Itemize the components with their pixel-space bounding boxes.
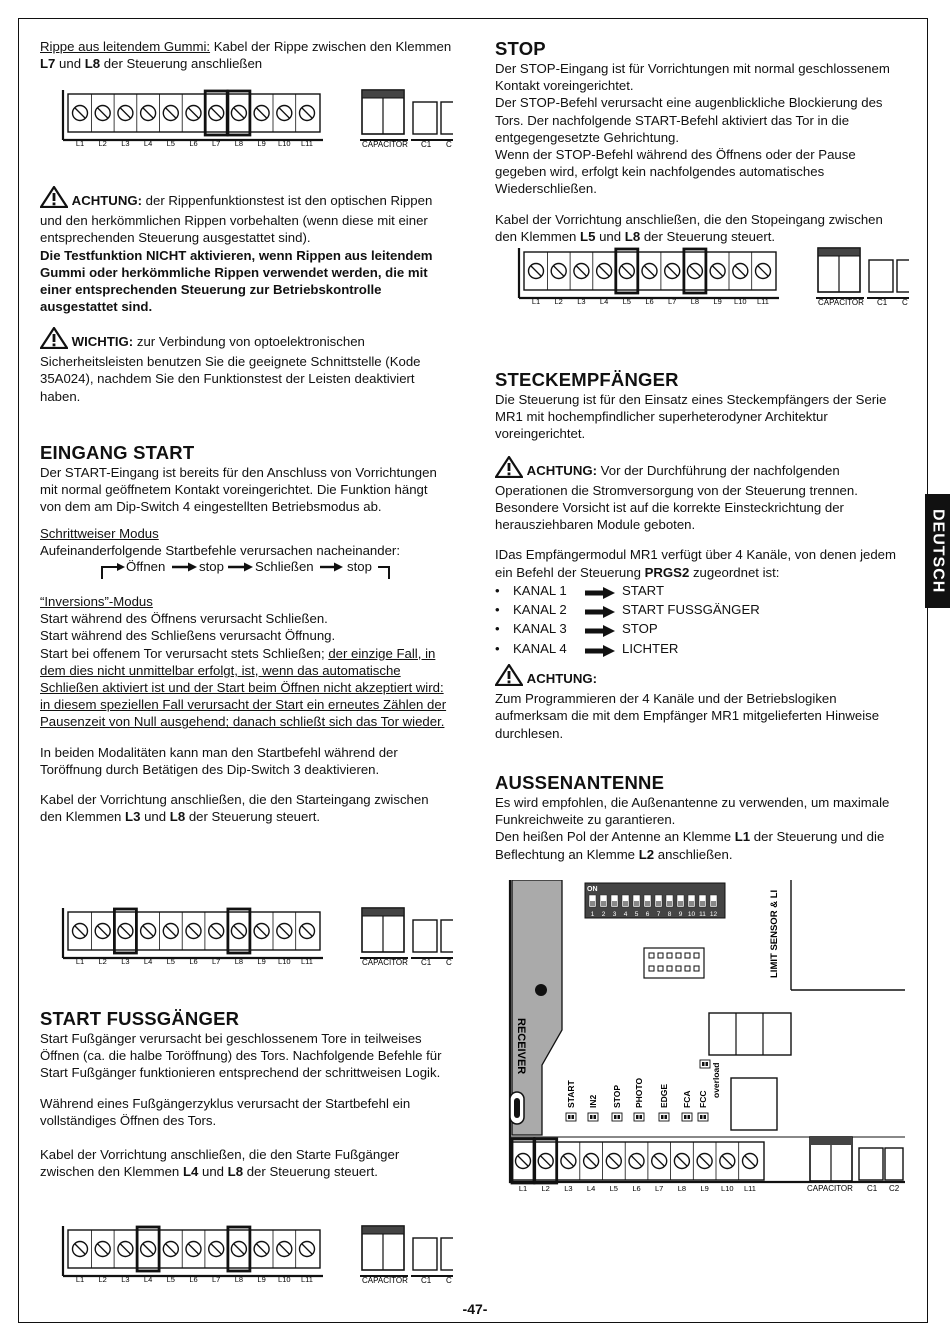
led-fca	[682, 1091, 692, 1121]
terminal-label: L6	[645, 297, 654, 306]
capacitor-block	[360, 90, 453, 149]
terminal-label: L7	[212, 1275, 221, 1284]
terminal-label: L5	[166, 139, 175, 148]
terminal-label: L6	[189, 139, 198, 148]
terminal-label: L11	[301, 139, 313, 148]
pin-header	[644, 948, 704, 978]
channel-list	[495, 581, 907, 658]
channel-item: • KANAL 3 STOP	[495, 619, 907, 638]
led-photo	[634, 1078, 644, 1121]
eingang-start-section: EINGANG START Der START-Eingang ist bereits für den Anschluss von Vorrichtungen mit normal geöffnetem Kontakt voreingerichtet. Die Funktion hängt von dem am Dip-Switch 4 eingestellten Betriebsmodus ab. Schrittweiser Modus Aufeinanderfolgende Startbefehle verursachen nacheinander: Öffnen stop Schließen stop “Inversions”-Modus Start während des Öffnens verursacht Schließen. Start während des Schließens verursacht Öffnung. Start bei offenem Tor verursacht stets Schließen; der einzige Fall, in dem dies nicht unmittelbar erfolgt, ist, wenn das automatische Schließen aktiviert ist und der Start beim Öffnen nicht akzeptiert wird: in diesem speziellen Fall verursacht der Start ein erneutes Zählen der Pausenzeit von Null ausgehend; danach schließt sich das Tor wieder. In beiden Modalitäten kann man den Startbefehl während der Toröffnung durch Betätigen des Dip-Switch 3 deaktivieren. Kabel der Vorrichtung anschließen, die den Starteingang zwischen den Klemmen L3 und L8 der Steuerung steuert.	[40, 442, 452, 825]
overload-label: overload	[711, 1062, 721, 1098]
terminal-label: L2	[98, 957, 107, 966]
led-label: START	[566, 1080, 576, 1108]
terminal-block-stop	[514, 246, 909, 308]
c-label: C	[446, 1276, 452, 1285]
dip-number: 12	[709, 911, 718, 918]
terminal-label: L2	[554, 297, 563, 306]
c-label: C	[446, 140, 452, 149]
terminal-label: L9	[700, 1184, 709, 1193]
terminal-label: L5	[166, 957, 175, 966]
terminal-label: L1	[75, 1275, 85, 1284]
warning-icon	[495, 664, 523, 690]
terminal-label: L1	[531, 297, 541, 306]
terminal-label: L1	[75, 957, 85, 966]
led-start	[566, 1079, 576, 1121]
terminal-label: L6	[632, 1184, 641, 1193]
channel-item: • KANAL 2 START FUSSGÄNGER	[495, 600, 907, 619]
capacitor-label: CAPACITOR	[362, 140, 408, 149]
receiver-module	[510, 880, 562, 1135]
c1-label: C1	[421, 140, 432, 149]
terminal-label: L7	[212, 139, 221, 148]
channel-item: • KANAL 4 LICHTER	[495, 639, 907, 658]
c1-label: C1	[877, 298, 888, 307]
page-number: -47-	[462, 1301, 488, 1317]
steckempfaenger-section: STECKEMPFÄNGER Die Steuerung ist für den Einsatz eines Steckempfängers der Serie MR1 mit hochempfindlicher superheterodyner Architektur voreingerichtet. ACHTUNG: Vor der Durchführung der nachfolgenden Operationen die Stromversorgung von der Steuerung trennen. Besondere Vorsicht ist auf die korrekte Einsteckrichtung der herausziehbaren Module geboten. IDas Empfängermodul MR1 verfügt über 4 Kanäle, von denen jedem ein Befehl der Steuerung PRGS2 zugeordnet ist: • KANAL 1 START • KANAL 2 START FUSSGÄNGER • KANAL 3 STOP • KANAL 4 LICHTER ACHTUNG: Zum Programmieren der 4 Kanäle und der Betriebslogiken aufmerksam die mit dem Empfänger MR1 mitgelieferten Hinweise durchlesen.	[495, 369, 907, 742]
terminal-label: L6	[189, 957, 198, 966]
terminal-label: L10	[278, 957, 291, 966]
dip-number: 7	[656, 911, 661, 918]
c1-label: C1	[421, 958, 432, 967]
language-tab: DEUTSCH	[925, 494, 950, 608]
dip-switch	[585, 883, 725, 918]
dip-number: 6	[645, 911, 650, 918]
c-label: C	[902, 298, 908, 307]
terminal-screw	[73, 1242, 88, 1285]
stop-section: STOP Der STOP-Eingang ist für Vorrichtungen mit normal geschlossenem Kontakt voreingerichtet. Der STOP-Befehl verursacht eine augenblickliche Blockierung des Tors. Der nachfolgende START-Befehl aktiviert das Tor in die entgegengesetzte Gehrichtung. Wenn der STOP-Befehl während des Öffnens oder der Pause gegeben wird, erfolgt kein nachfolgendes automatisches Wiederschließen. Kabel der Vorrichtung anschließen, die den Stopeingang zwischen den Klemmen L5 und L8 der Steuerung steuert.	[495, 38, 907, 245]
wichtig-notice: WICHTIG: zur Verbindung von optoelektronischen Sicherheitsleisten benutzen Sie die geeignete Schnittstelle (Kode 35A024), nachdem Sie den Funktionstest der Leisten deaktiviert haben.	[40, 327, 452, 405]
terminal-label: L11	[301, 1275, 313, 1284]
terminal-label: L7	[668, 297, 677, 306]
capacitor-label: CAPACITOR	[807, 1184, 853, 1193]
dip-number: 4	[623, 911, 628, 918]
limit-sensor-label: LIMIT SENSOR & LI	[769, 889, 780, 978]
capacitor-label: CAPACITOR	[362, 958, 408, 967]
terminal-label: L11	[757, 297, 769, 306]
terminal-label: L11	[301, 957, 313, 966]
warning-icon	[40, 327, 68, 353]
dip-number: 1	[590, 911, 595, 918]
terminal-label: L8	[690, 297, 700, 306]
dip-number: 9	[678, 911, 683, 918]
terminal-label: L2	[98, 139, 107, 148]
led-label: FCA	[682, 1090, 692, 1108]
dip-on-label: ON	[587, 886, 598, 893]
c-label: C	[446, 958, 452, 967]
terminal-label: L10	[278, 1275, 291, 1284]
dip-number: 5	[634, 911, 639, 918]
terminal-label: L7	[212, 957, 221, 966]
start-sequence-flow: Öffnen stop Schließen stop	[100, 559, 452, 579]
terminal-label: L8	[677, 1184, 687, 1193]
capacitor-block	[816, 248, 909, 307]
control-board-diagram	[507, 880, 905, 1195]
dip-number: 2	[601, 911, 606, 918]
capacitor-label: CAPACITOR	[362, 1276, 408, 1285]
c1-label: C1	[867, 1184, 878, 1193]
terminal-label: L5	[166, 1275, 175, 1284]
c2-label: C2	[889, 1184, 900, 1193]
receiver-label: RECEIVER	[515, 1018, 527, 1075]
terminal-label: L4	[143, 139, 153, 148]
start-fussgaenger-section: START FUSSGÄNGER Start Fußgänger verursacht bei geschlossenem Tore in teilweises Öffnen (ca. die halbe Toröffnung) des Tors. Nachfolgende Befehle für Start Fußgänger funktionieren entsprechend der schrittweisen Logik. Während eines Fußgängerzyklus verursacht der Startbefehl ein vollständiges Öffnen des Tors. Kabel der Vorrichtung anschließen, die den Starte Fußgänger zwischen den Klemmen L4 und L8 der Steuerung steuert.	[40, 1008, 452, 1180]
section-title: START FUSSGÄNGER	[40, 1008, 240, 1029]
terminal-label: L3	[121, 139, 130, 148]
led-label: IN2	[588, 1094, 598, 1108]
terminal-label: L7	[655, 1184, 664, 1193]
led-in2	[588, 1095, 598, 1122]
terminal-label: L2	[541, 1184, 550, 1193]
terminal-label: L1	[518, 1184, 528, 1193]
achtung-rippen-notice: ACHTUNG: der Rippenfunktionstest ist den optischen Rippen und den herkömmlichen Rippen vorbehalten (wenn diese mit einer entsprechenden Steuerung ausgestattet sind). Die Testfunktion NICHT aktivieren, wenn Rippen aus leitendem Gummi oder herkömmliche Rippen verwendet werden, die mit einer entsprechenden Steuerung zur Betriebskontrolle ausgestattet sind.	[40, 186, 452, 315]
terminal-label: L10	[278, 139, 291, 148]
terminal-screw	[529, 264, 544, 307]
terminal-block-start	[58, 906, 453, 968]
terminal-label: L3	[564, 1184, 573, 1193]
terminal-label: L4	[143, 1275, 153, 1284]
terminal-label: L4	[143, 957, 153, 966]
terminal-label: L9	[257, 139, 266, 148]
channel-item: • KANAL 1 START	[495, 581, 907, 600]
terminal-label: L9	[257, 1275, 266, 1284]
terminal-label: L4	[599, 297, 609, 306]
warning-icon	[495, 456, 523, 482]
led-fcc	[698, 1091, 708, 1121]
terminal-label: L3	[121, 957, 130, 966]
arrow-right-icon	[585, 643, 615, 662]
capacitor-block	[360, 1226, 453, 1285]
board-terminal-strip	[512, 1139, 764, 1193]
terminal-label: L3	[577, 297, 586, 306]
warning-icon	[40, 186, 68, 212]
terminal-label: L3	[121, 1275, 130, 1284]
led-label: FCC	[698, 1090, 708, 1108]
relay-block	[709, 1013, 791, 1130]
rippe-paragraph: Rippe aus leitendem Gummi: Kabel der Rippe zwischen den Klemmen L7 und L8 der Steuerung anschließen	[40, 39, 452, 72]
terminal-label: L8	[234, 139, 244, 148]
led-stop	[612, 1085, 622, 1121]
terminal-label: L4	[586, 1184, 596, 1193]
terminal-label: L10	[721, 1184, 734, 1193]
led-label: EDGE	[659, 1083, 669, 1108]
section-title: EINGANG START	[40, 442, 195, 463]
terminal-label: L8	[234, 1275, 244, 1284]
terminal-screw	[73, 924, 88, 967]
capacitor-label: CAPACITOR	[818, 298, 864, 307]
terminal-label: L2	[98, 1275, 107, 1284]
capacitor-block	[360, 908, 453, 967]
dip-number: 10	[687, 911, 696, 918]
terminal-block-fussgaenger	[58, 1224, 453, 1286]
c1-label: C1	[421, 1276, 432, 1285]
section-title: STOP	[495, 38, 546, 59]
dip-number: 8	[667, 911, 672, 918]
terminal-block-rippe	[58, 88, 453, 150]
terminal-screw	[73, 106, 88, 149]
terminal-label: L9	[257, 957, 266, 966]
led-label: PHOTO	[634, 1077, 644, 1108]
section-title: STECKEMPFÄNGER	[495, 369, 679, 390]
led-label: STOP	[612, 1085, 622, 1108]
terminal-label: L5	[622, 297, 631, 306]
terminal-label: L1	[75, 139, 85, 148]
terminal-label: L10	[734, 297, 747, 306]
aussenantenne-section: AUSSENANTENNE Es wird empfohlen, die Außenantenne zu verwenden, um maximale Funkreichweite zu garantieren. Den heißen Pol der Antenne an Klemme L1 der Steuerung und die Beflechtung an Klemme L2 anschließen.	[495, 772, 907, 863]
terminal-label: L6	[189, 1275, 198, 1284]
section-title: AUSSENANTENNE	[495, 772, 665, 793]
terminal-label: L5	[609, 1184, 618, 1193]
terminal-label: L8	[234, 957, 244, 966]
dip-number: 11	[699, 911, 706, 918]
terminal-label: L11	[744, 1184, 756, 1193]
board-capacitor	[807, 1137, 903, 1193]
dip-number: 3	[612, 911, 617, 918]
terminal-label: L9	[713, 297, 722, 306]
led-edge	[659, 1084, 669, 1121]
